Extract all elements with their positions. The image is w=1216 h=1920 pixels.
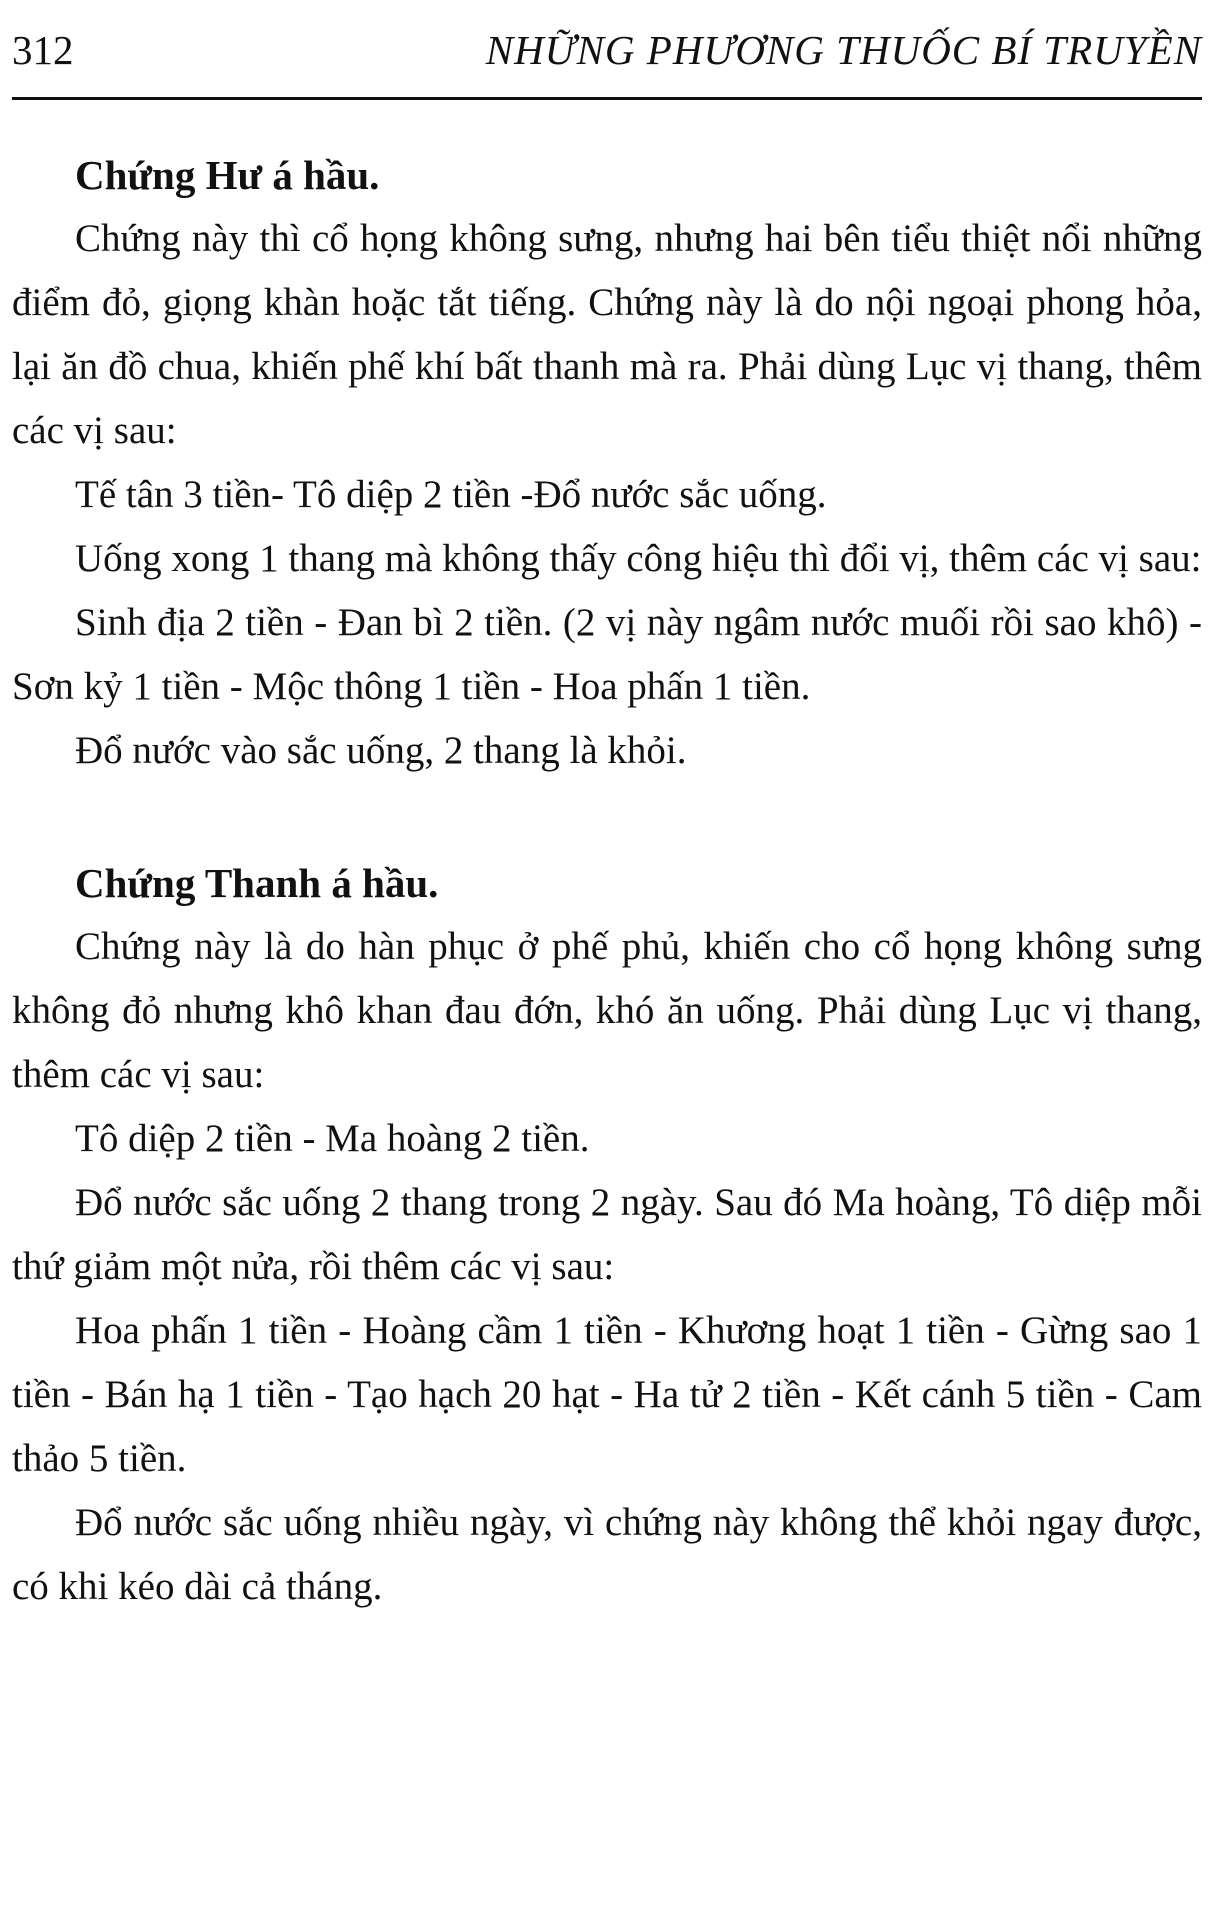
header-rule xyxy=(12,97,1202,100)
page-content xyxy=(12,143,1202,1619)
paragraph: Đổ nước sắc uống nhiều ngày, vì chứng này không thể khỏi ngay được, có khi kéo dài cả tháng. xyxy=(12,1501,1202,1608)
paragraph: Uống xong 1 thang mà không thấy công hiệu thì đổi vị, thêm các vị sau: xyxy=(75,537,1202,580)
paragraph: Đổ nước sắc uống 2 thang trong 2 ngày. Sau đó Ma hoàng, Tô diệp mỗi thứ giảm một nửa, rồi thêm các vị sau: xyxy=(12,1181,1202,1288)
page-header xyxy=(12,18,1202,98)
paragraph: Chứng này thì cổ họng không sưng, nhưng hai bên tiểu thiệt nổi những điểm đỏ, giọng khàn hoặc tắt tiếng. Chứng này là do nội ngoại phong hỏa, lại ăn đồ chua, khiến phế khí bất thanh mà ra. Phải dùng Lục vị thang, thêm các vị sau: xyxy=(12,217,1202,452)
prescription-paragraph: Hoa phấn 1 tiền - Hoàng cầm 1 tiền - Khương hoạt 1 tiền - Gừng sao 1 tiền - Bán hạ 1 tiền - Tạo hạch 20 hạt - Ha tử 2 tiền - Kết cánh 5 tiền - Cam thảo 5 tiền. xyxy=(12,1309,1202,1480)
paragraph: Chứng này là do hàn phục ở phế phủ, khiến cho cổ họng không sưng không đỏ nhưng khô khan đau đớn, khó ăn uống. Phải dùng Lục vị thang, thêm các vị sau: xyxy=(12,925,1202,1096)
page-number: 312 xyxy=(12,27,74,73)
section-heading: Chứng Hư á hầu. xyxy=(75,152,380,198)
prescription-line: Tô diệp 2 tiền - Ma hoàng 2 tiền. xyxy=(75,1117,590,1160)
prescription-line: Tế tân 3 tiền- Tô diệp 2 tiền -Đổ nước sắc uống. xyxy=(75,473,827,516)
section-heading: Chứng Thanh á hầu. xyxy=(75,860,439,906)
section-hu-a-hau xyxy=(12,143,1202,783)
section-thanh-a-hau xyxy=(12,851,1202,1619)
paragraph: Đổ nước vào sắc uống, 2 thang là khỏi. xyxy=(75,729,687,772)
running-title: NHỮNG PHƯƠNG THUỐC BÍ TRUYỀN xyxy=(485,27,1202,73)
prescription-paragraph: Sinh địa 2 tiền - Đan bì 2 tiền. (2 vị này ngâm nước muối rồi sao khô) - Sơn kỷ 1 tiền - Mộc thông 1 tiền - Hoa phấn 1 tiền. xyxy=(12,601,1202,708)
section-spacer xyxy=(12,783,1202,851)
